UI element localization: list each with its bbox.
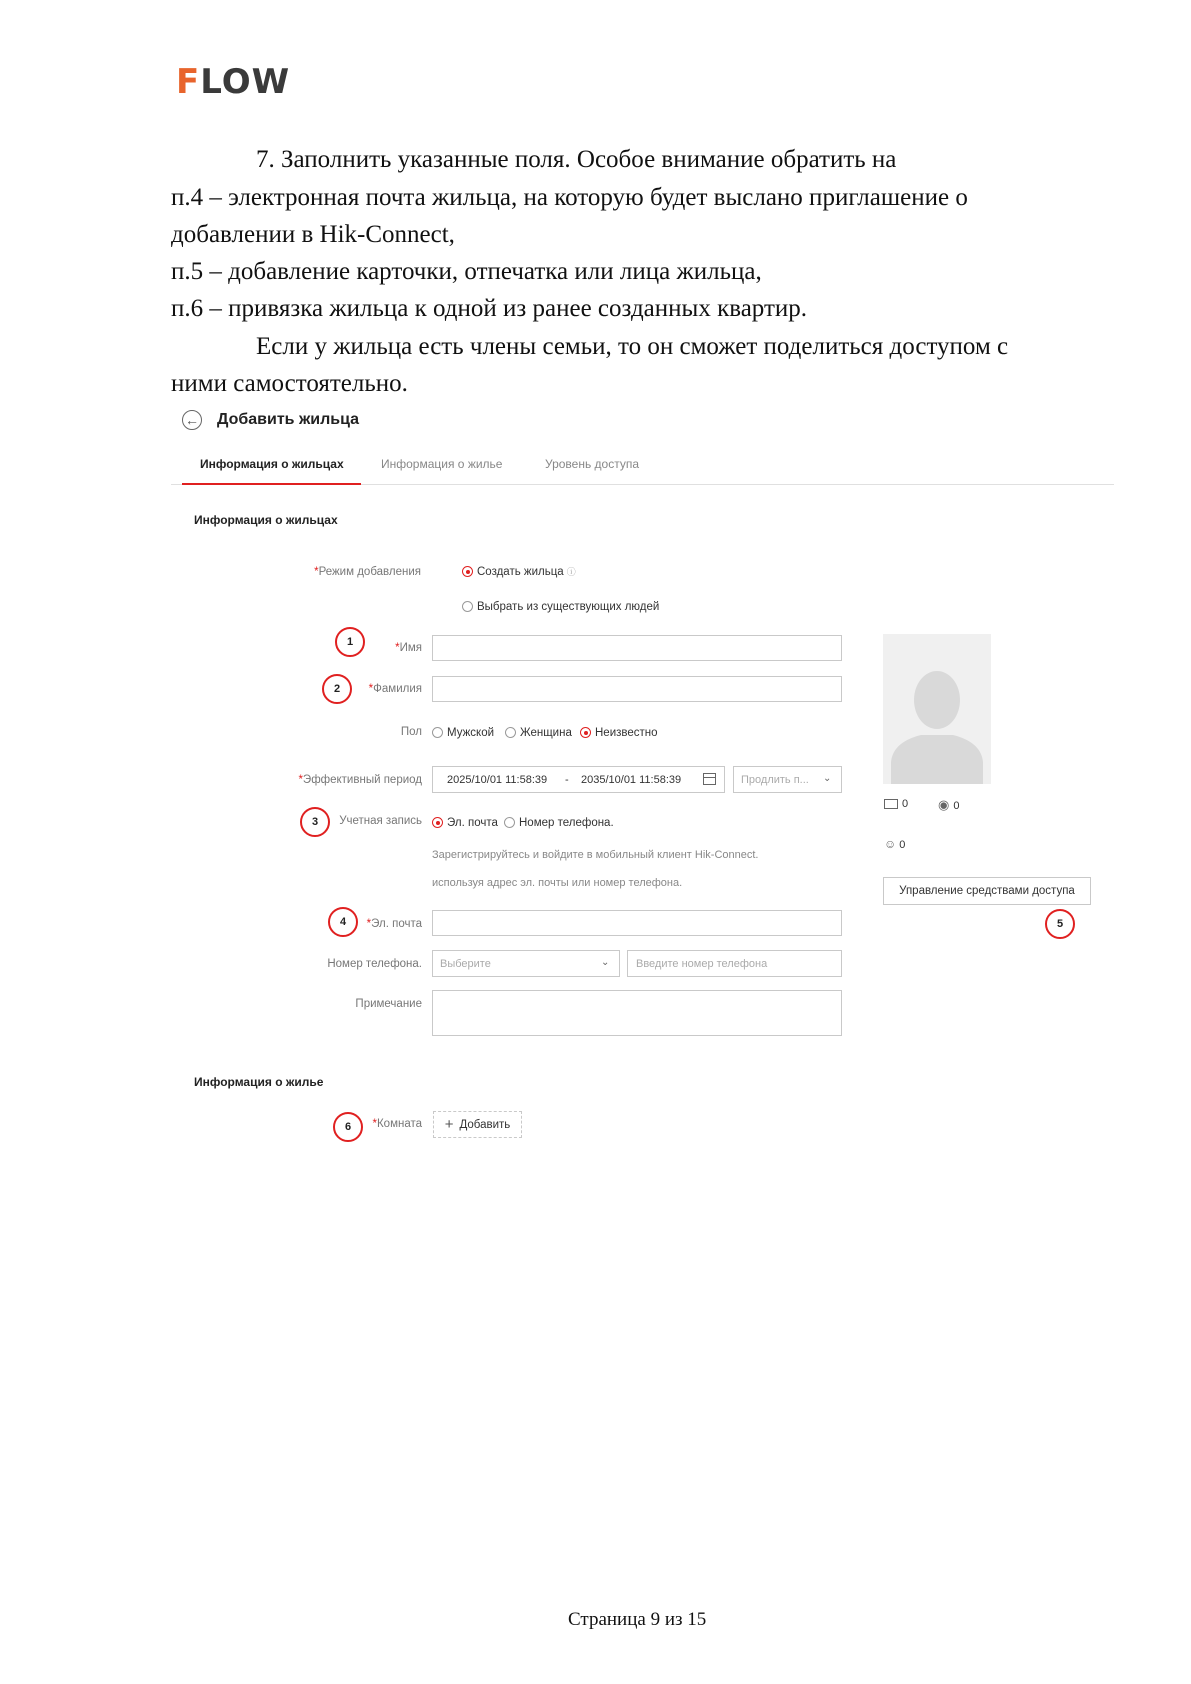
back-arrow-icon[interactable]: ← (182, 410, 202, 430)
email-label: *Эл. почта (366, 918, 422, 930)
phone-label: Номер телефона. (327, 958, 422, 970)
add-mode-create-radio[interactable]: Создать жильца ⓘ (462, 563, 576, 581)
chevron-down-icon: ⌄ (601, 957, 610, 968)
face-count[interactable]: ☺ 0 (884, 837, 906, 851)
period-end: 2035/10/01 11:58:39 (581, 774, 682, 786)
instruction-line: п.4 – электронная почта жильца, на которую будет выслано приглашение о (171, 184, 968, 211)
marker-6: 6 (333, 1112, 363, 1142)
marker-5: 5 (1045, 909, 1075, 939)
section-heading-resident: Информация о жильцах (194, 513, 338, 527)
plus-icon: + (444, 1116, 454, 1133)
tab-resident-info[interactable]: Информация о жильцах (200, 457, 344, 471)
instruction-line: добавлении в Hik-Connect, (171, 221, 455, 248)
marker-3: 3 (300, 807, 330, 837)
page-number: Страница 9 из 15 (568, 1609, 707, 1630)
person-silhouette-icon (883, 634, 991, 784)
phone-country-select[interactable]: Выберите ⌄ (432, 950, 620, 977)
chevron-down-icon: ⌄ (823, 773, 832, 784)
face-icon: ☺ (884, 837, 897, 851)
room-label: *Комната (372, 1118, 422, 1130)
section-heading-housing: Информация о жилье (194, 1075, 324, 1089)
period-range-input[interactable] (432, 766, 725, 793)
note-label: Примечание (355, 998, 422, 1010)
account-phone-radio[interactable]: Номер телефона. (504, 814, 614, 832)
instruction-line: п.5 – добавление карточки, отпечатка или лица жильца, (171, 258, 762, 285)
card-icon (884, 799, 898, 809)
resident-photo-placeholder (883, 634, 991, 784)
account-label: Учетная запись (339, 815, 422, 827)
instruction-line: п.6 – привязка жильца к одной из ранее созданных квартир. (171, 295, 808, 322)
instruction-line: 7. Заполнить указанные поля. Особое внимание обратить на (256, 146, 897, 173)
card-count[interactable]: 0 (884, 798, 908, 810)
account-email-radio[interactable]: Эл. почта (432, 814, 498, 832)
note-textarea[interactable] (432, 990, 842, 1036)
add-mode-label: *Режим добавления (314, 566, 421, 578)
tab-housing-info[interactable]: Информация о жилье (381, 457, 503, 471)
fingerprint-icon: ◉ (938, 797, 950, 812)
account-hint-line: используя адрес эл. почты или номер телефона. (432, 877, 683, 889)
info-icon: ⓘ (566, 567, 576, 578)
gender-male-radio[interactable]: Мужской (432, 724, 494, 742)
marker-2: 2 (322, 674, 352, 704)
active-tab-indicator (182, 483, 361, 485)
email-input[interactable] (432, 910, 842, 936)
first-name-input[interactable] (432, 635, 842, 661)
fingerprint-count[interactable]: ◉ 0 (938, 797, 960, 812)
first-name-label: *Имя (395, 642, 422, 654)
period-label: *Эффективный период (298, 774, 422, 786)
gender-label: Пол (400, 726, 422, 738)
instruction-line: Если у жильца есть члены семьи, то он сможет поделиться доступом с (256, 333, 1009, 360)
phone-number-input[interactable]: Введите номер телефона (627, 950, 842, 977)
gender-female-radio[interactable]: Женщина (505, 724, 572, 742)
manage-access-button[interactable]: Управление средствами доступа (883, 877, 1091, 905)
period-separator: - (565, 774, 569, 786)
last-name-input[interactable] (432, 676, 842, 702)
account-hint-line: Зарегистрируйтесь и войдите в мобильный клиент Hik-Connect. (432, 849, 759, 861)
instruction-line: ними самостоятельно. (171, 370, 408, 397)
last-name-label: *Фамилия (368, 683, 422, 695)
flow-logo: FLOW (176, 62, 291, 102)
page-title: Добавить жильца (217, 411, 360, 428)
period-start: 2025/10/01 11:58:39 (447, 774, 548, 786)
marker-1: 1 (335, 627, 365, 657)
tab-access-level[interactable]: Уровень доступа (545, 457, 640, 471)
gender-unknown-radio[interactable]: Неизвестно (580, 724, 658, 742)
calendar-icon[interactable] (703, 773, 716, 785)
extend-period-select[interactable]: Продлить п... ⌄ (733, 766, 842, 793)
add-room-button[interactable]: + Добавить (433, 1111, 522, 1138)
add-mode-select-radio[interactable]: Выбрать из существующих людей (462, 598, 659, 616)
marker-4: 4 (328, 907, 358, 937)
